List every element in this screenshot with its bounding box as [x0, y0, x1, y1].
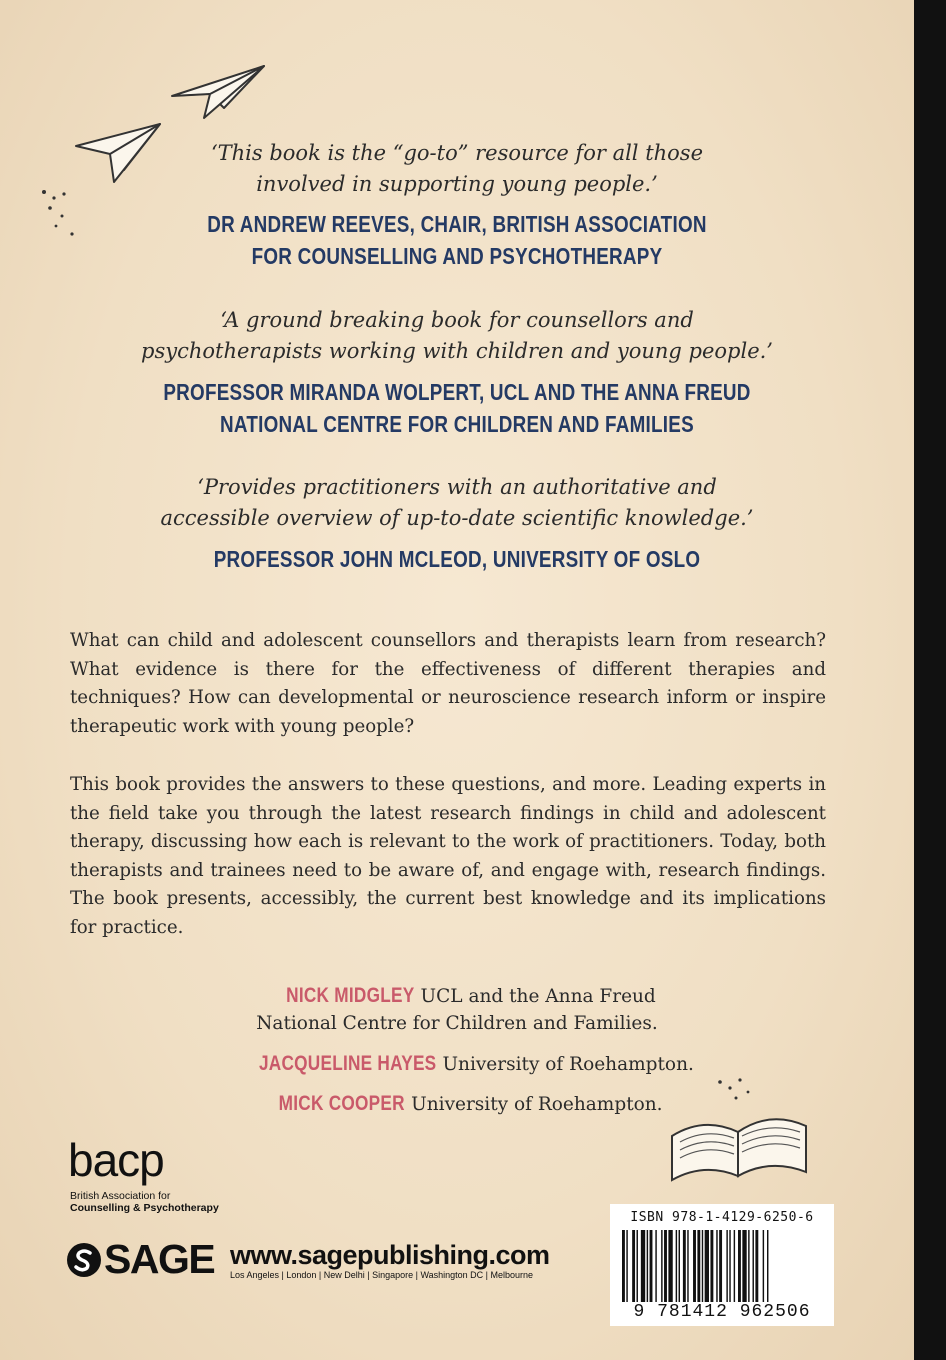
quote-3-attribution	[82, 543, 831, 575]
barcode-bar	[705, 1230, 709, 1302]
barcode-bar	[664, 1230, 667, 1302]
paper-plane-icon	[170, 56, 266, 124]
barcode-bar	[687, 1230, 688, 1302]
author-affiliation: UCL and the Anna Freud	[420, 986, 656, 1007]
barcode-bar	[683, 1230, 686, 1302]
quote-2-line-1: ‘A ground breaking book for counsellors and	[220, 308, 694, 332]
attribution-line: PROFESSOR JOHN MCLEOD, UNIVERSITY OF OSLO	[213, 546, 701, 572]
publisher-cities: Los Angeles | London | New Delhi | Singapore | Washington DC | Melbourne	[230, 1270, 534, 1280]
author-1	[0, 982, 914, 1011]
author-2	[0, 1050, 914, 1079]
isbn-label: ISBN 978-1-4129-6250-6	[630, 1210, 814, 1225]
barcode-bar	[697, 1230, 700, 1302]
barcode-bar	[710, 1230, 713, 1302]
bacp-subtitle-2: Counselling & Psychotherapy	[70, 1202, 219, 1214]
quote-2-attribution	[82, 376, 831, 440]
quote-2-line-2: psychotherapists working with children and young people.’	[141, 339, 773, 363]
quote-1-line-2: involved in supporting young people.’	[256, 172, 658, 196]
barcode-bar	[753, 1230, 754, 1302]
barcode-bar	[693, 1230, 696, 1302]
barcode-bar	[632, 1230, 635, 1302]
spine-edge	[914, 0, 946, 1360]
bacp-logo: bacp	[68, 1134, 164, 1186]
barcode-bar	[763, 1230, 764, 1302]
quote-3-line-1: ‘Provides practitioners with an authoritative and	[197, 475, 717, 499]
description-paragraph-1: What can child and adolescent counsellors and therapists learn from research? What evidence is there for the effectiveness of different therapies and techniques? How can developmental or neuroscience research inform or inspire therapeutic work with young people?	[70, 630, 826, 737]
barcode-panel	[610, 1204, 834, 1326]
barcode-bar	[650, 1230, 653, 1302]
quote-1-line-1: ‘This book is the “go-to” resource for all those	[210, 141, 704, 165]
author-affiliation: University of Roehampton.	[411, 1094, 663, 1115]
description-paragraph-2: This book provides the answers to these questions, and more. Leading experts in the field take you through the latest research findings in child and adolescent therapy, discussing how each is relevant to the work of practitioners. Today, both therapists and trainees need to be aware of, and engage with, research findings. The book presents, accessibly, the current best knowledge and its implications for practice.	[70, 774, 826, 938]
barcode-bar	[719, 1230, 722, 1302]
author-1-affiliation-cont: National Centre for Children and Families.	[256, 1013, 658, 1034]
barcode-bar	[637, 1230, 638, 1302]
barcode-bar	[734, 1230, 735, 1302]
sage-logo-icon	[66, 1242, 102, 1278]
barcode-bar	[668, 1230, 672, 1302]
barcode-bar	[647, 1230, 648, 1302]
barcode-bar	[767, 1230, 768, 1302]
barcode-icon	[618, 1230, 826, 1302]
barcode-bar	[679, 1230, 680, 1302]
barcode-bar	[729, 1230, 730, 1302]
publisher-url: www.sagepublishing.com	[230, 1240, 550, 1270]
quote-3	[0, 472, 914, 534]
attribution-line: DR ANDREW REEVES, CHAIR, BRITISH ASSOCIATION	[207, 211, 707, 237]
quote-1-attribution	[82, 208, 831, 272]
barcode-bar	[622, 1230, 625, 1302]
barcode-bar	[626, 1230, 627, 1302]
barcode-bar	[641, 1230, 645, 1302]
barcode-bar	[661, 1230, 662, 1302]
ean-number: 9 781412 962506	[633, 1302, 811, 1322]
barcode-bar	[655, 1230, 656, 1302]
barcode-bar	[738, 1230, 741, 1302]
barcode-bar	[755, 1230, 758, 1302]
sage-wordmark: SAGE	[104, 1236, 215, 1282]
author-name: NICK MIDGLEY	[286, 984, 415, 1007]
open-book-icon	[664, 1076, 814, 1184]
attribution-line: NATIONAL CENTRE FOR CHILDREN AND FAMILIES	[220, 411, 694, 437]
barcode-bar	[742, 1230, 746, 1302]
barcode-bar	[726, 1230, 727, 1302]
attribution-line: FOR COUNSELLING AND PSYCHOTHERAPY	[251, 243, 663, 269]
author-affiliation: University of Roehampton.	[442, 1054, 694, 1075]
quote-1	[0, 138, 914, 200]
attribution-line: PROFESSOR MIRANDA WOLPERT, UCL AND THE ANNA FREUD	[163, 379, 751, 405]
author-name: JACQUELINE HAYES	[259, 1052, 437, 1075]
barcode-bar	[676, 1230, 677, 1302]
quote-3-line-2: accessible overview of up-to-date scientific knowledge.’	[160, 506, 754, 530]
barcode-bar	[716, 1230, 717, 1302]
quote-2	[0, 305, 914, 367]
bacp-subtitle-1: British Association for	[70, 1190, 171, 1202]
barcode-bar	[748, 1230, 749, 1302]
barcode-bar	[702, 1230, 703, 1302]
author-name: MICK COOPER	[279, 1092, 406, 1115]
